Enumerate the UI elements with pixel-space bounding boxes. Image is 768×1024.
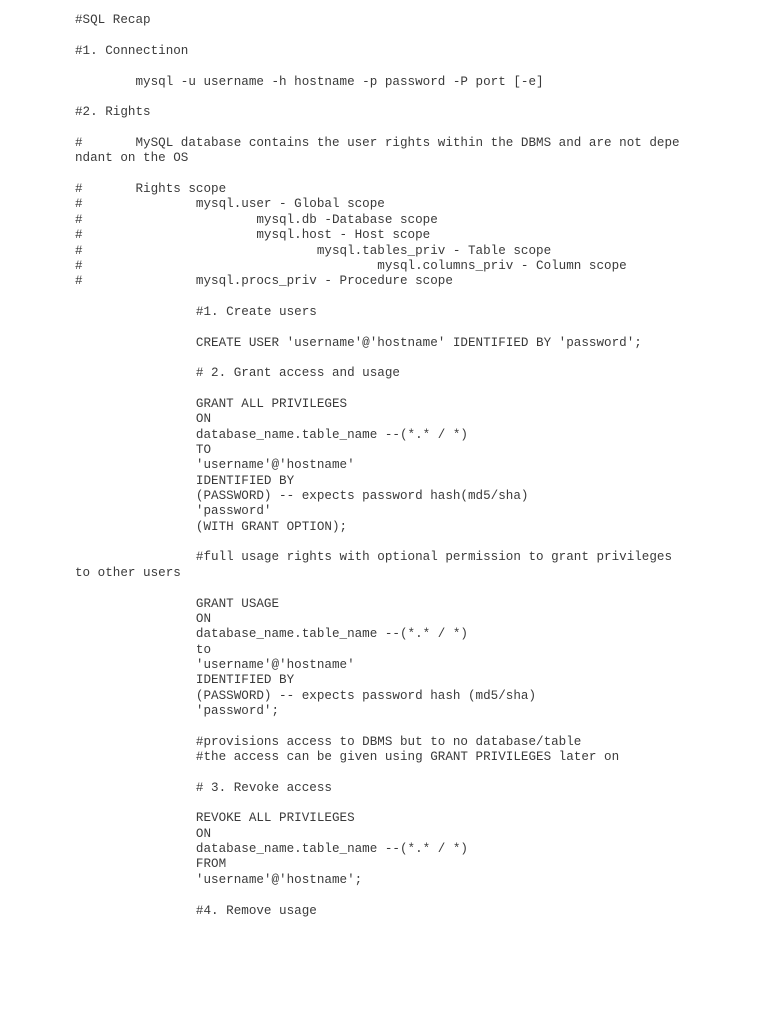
- doc-line: GRANT ALL PRIVILEGES: [75, 397, 348, 411]
- doc-line: #4. Remove usage: [75, 904, 317, 918]
- doc-line: #SQL Recap: [75, 13, 151, 27]
- doc-line: mysql -u username -h hostname -p password -P port [-e]: [75, 75, 544, 89]
- doc-line: REVOKE ALL PRIVILEGES: [75, 811, 355, 825]
- doc-line: 'username'@'hostname';: [75, 873, 363, 887]
- doc-line: # mysql.user - Global scope: [75, 197, 385, 211]
- doc-line: #1. Create users: [75, 305, 317, 319]
- doc-line: #provisions access to DBMS but to no database/table: [75, 735, 582, 749]
- doc-line: database_name.table_name --(*.* / *): [75, 842, 468, 856]
- doc-line: 'password': [75, 504, 272, 518]
- doc-line: #1. Connectinon: [75, 44, 189, 58]
- doc-line: ndant on the OS: [75, 151, 189, 165]
- doc-line: # mysql.procs_priv - Procedure scope: [75, 274, 453, 288]
- doc-line: #2. Rights: [75, 105, 151, 119]
- doc-line: 'username'@'hostname': [75, 658, 355, 672]
- doc-line: IDENTIFIED BY: [75, 474, 295, 488]
- doc-line: # MySQL database contains the user rights within the DBMS and are not depe: [75, 136, 680, 150]
- doc-line: ON: [75, 827, 212, 841]
- doc-line: (PASSWORD) -- expects password hash(md5/sha): [75, 489, 529, 503]
- doc-line: #full usage rights with optional permission to grant privileges: [75, 550, 673, 564]
- doc-line: database_name.table_name --(*.* / *): [75, 428, 468, 442]
- doc-line: GRANT USAGE: [75, 597, 280, 611]
- doc-line: TO: [75, 443, 212, 457]
- doc-line: # 2. Grant access and usage: [75, 366, 400, 380]
- doc-line: #the access can be given using GRANT PRIVILEGES later on: [75, 750, 620, 764]
- doc-line: 'username'@'hostname': [75, 458, 355, 472]
- doc-line: ON: [75, 412, 212, 426]
- doc-line: # mysql.columns_priv - Column scope: [75, 259, 627, 273]
- doc-line: # mysql.tables_priv - Table scope: [75, 244, 552, 258]
- doc-line: (WITH GRANT OPTION);: [75, 520, 348, 534]
- doc-line: # mysql.host - Host scope: [75, 228, 431, 242]
- doc-line: 'password';: [75, 704, 280, 718]
- doc-line: CREATE USER 'username'@'hostname' IDENTIFIED BY 'password';: [75, 336, 642, 350]
- doc-line: FROM: [75, 857, 227, 871]
- doc-line: database_name.table_name --(*.* / *): [75, 627, 468, 641]
- doc-line: to other users: [75, 566, 181, 580]
- doc-line: # mysql.db -Database scope: [75, 213, 438, 227]
- doc-line: # Rights scope: [75, 182, 227, 196]
- doc-line: to: [75, 643, 212, 657]
- doc-line: IDENTIFIED BY: [75, 673, 295, 687]
- doc-line: (PASSWORD) -- expects password hash (md5/sha): [75, 689, 537, 703]
- doc-line: # 3. Revoke access: [75, 781, 332, 795]
- doc-line: ON: [75, 612, 212, 626]
